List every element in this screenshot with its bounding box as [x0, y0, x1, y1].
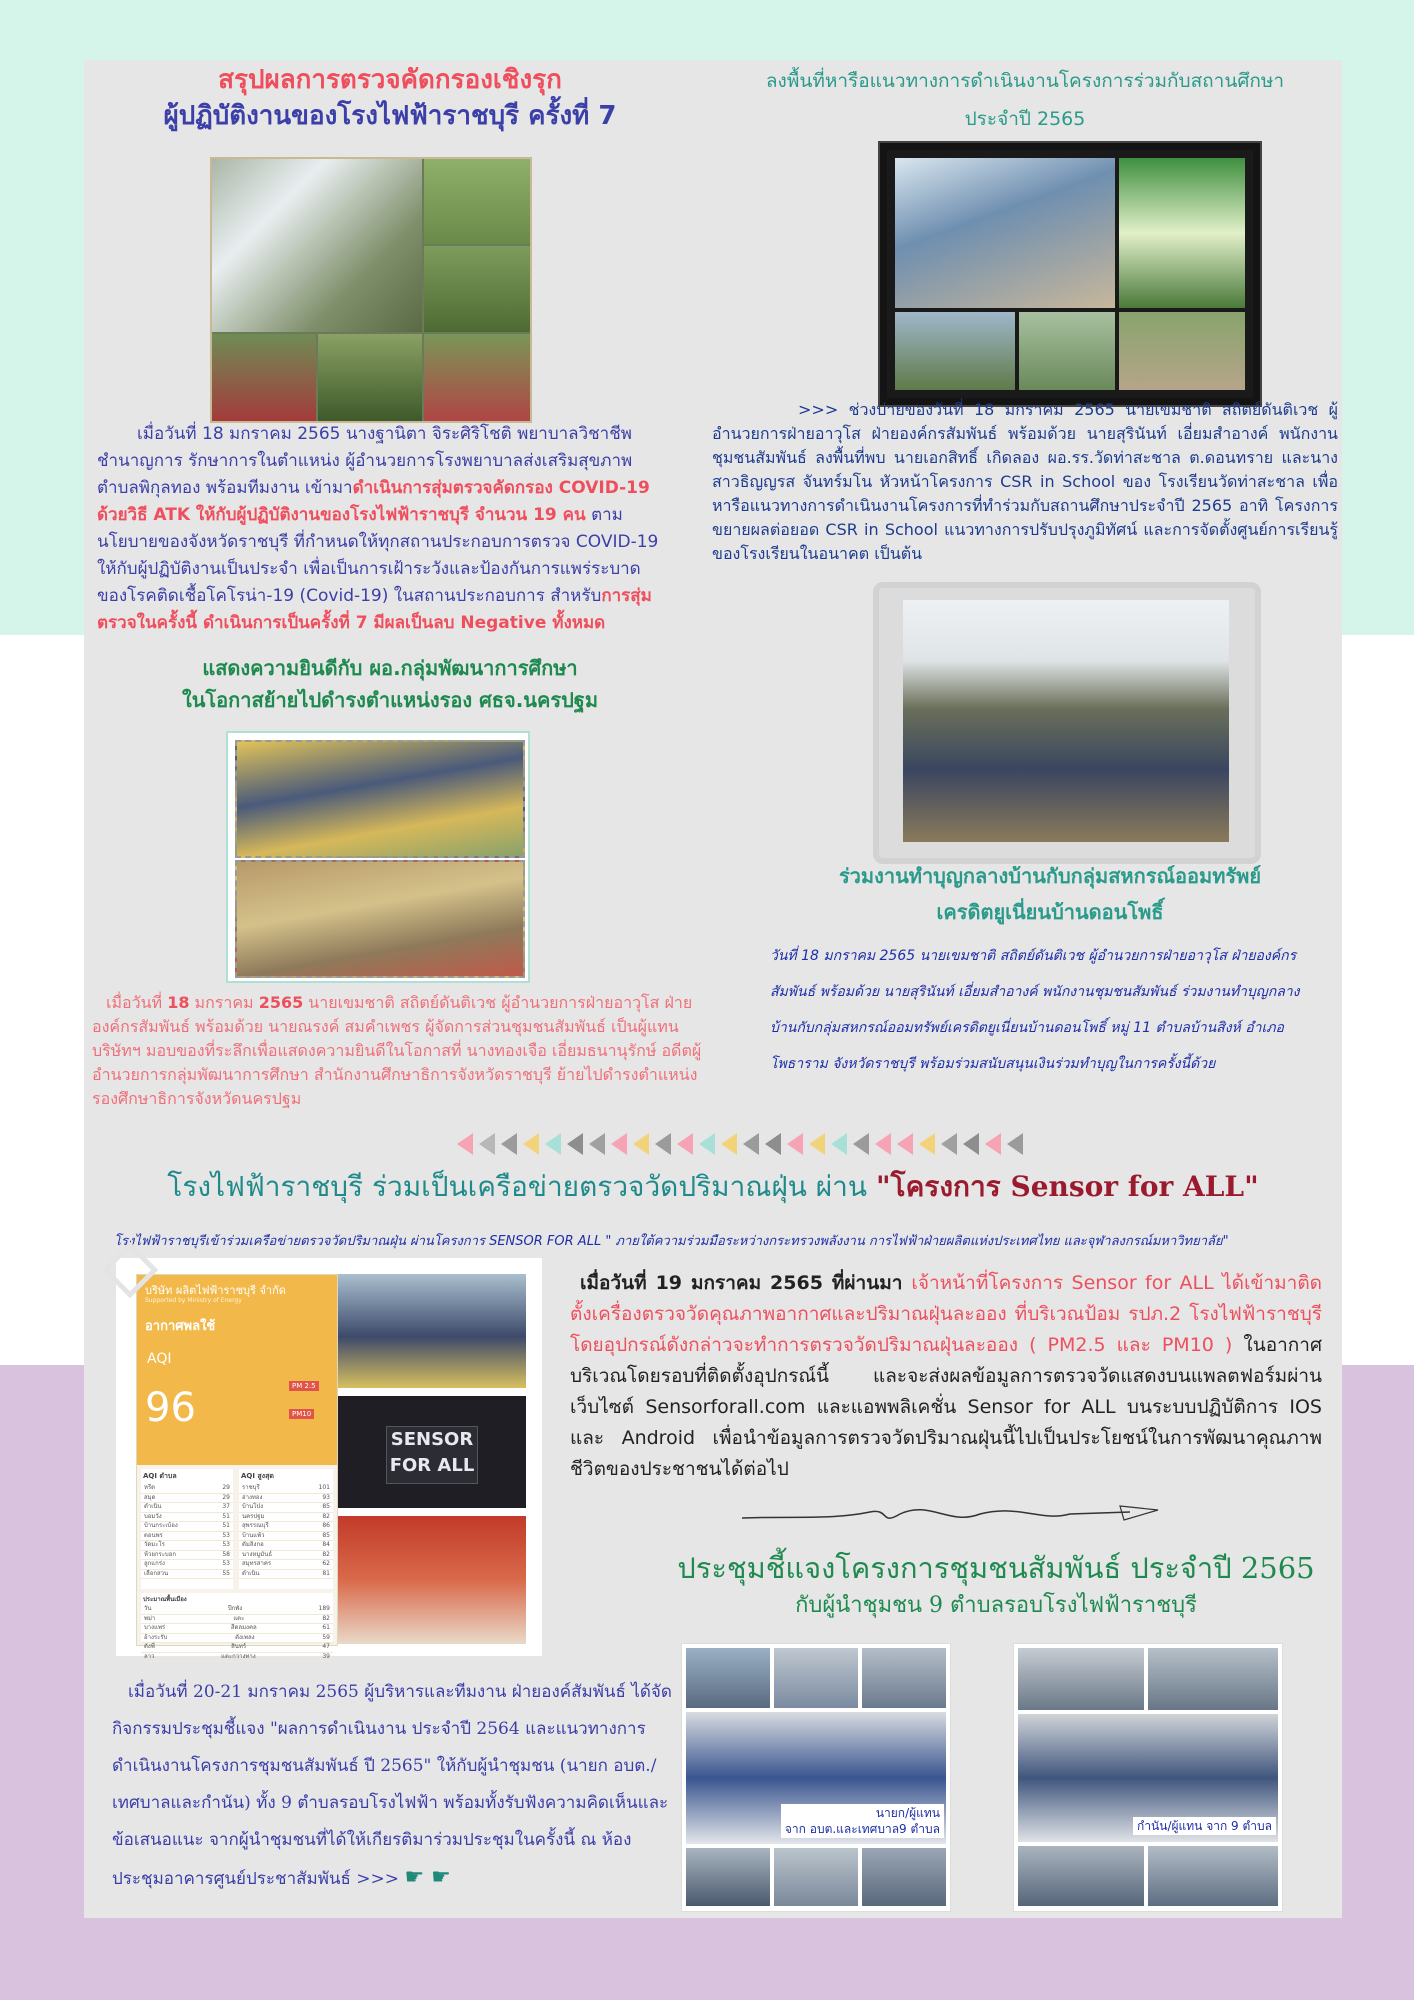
meeting-title-line1: ประชุมชี้แจงโครงการชุมชนสัมพันธ์ ประจำปี 2565 — [677, 1551, 1315, 1585]
app-list-cell: สมุด — [144, 1493, 156, 1501]
divider-triangle — [523, 1133, 539, 1155]
sensor-device-label: SENSOR FOR ALL — [386, 1426, 478, 1484]
atk-highlight-1: ดำเนินการสุ่มตรวจคัดกรอง COVID-19 ด้วยวิธี ATK ให้กับผู้ปฏิบัติงานของโรงไฟฟ้าราชบุรี จำนวน 19 คน — [97, 478, 650, 525]
congrats-photo-1 — [235, 740, 525, 858]
meeting-collage-right — [1013, 1643, 1283, 1912]
app-list-cell: วัดมะโร — [144, 1541, 165, 1548]
divider-triangle — [743, 1133, 759, 1155]
app-list-cell: 85 — [322, 1503, 330, 1510]
app-company: บริษัท ผลิตไฟฟ้าราชบุรี จำกัด — [145, 1284, 286, 1297]
app-list-cell: วัน — [144, 1605, 152, 1612]
congrats-photo-frame — [226, 731, 530, 983]
divider-triangle — [457, 1133, 473, 1155]
app-list-cell: ห้วยกระบอก — [144, 1550, 176, 1558]
app-list-row — [239, 1560, 333, 1570]
app-list-a-title: AQI ตำบล — [143, 1472, 177, 1480]
divider-triangle — [501, 1133, 517, 1155]
app-pm25-badge: PM 2.5 — [289, 1381, 319, 1391]
app-list-cell: ตังเพลง — [235, 1633, 255, 1641]
congrats-date: 18 — [167, 993, 190, 1012]
app-list-cell: สุพรรณบุรี — [242, 1522, 269, 1529]
app-list-cell: สมุทรสาคร — [242, 1560, 272, 1567]
meeting-paragraph — [112, 1674, 672, 1898]
app-list-cell: 59 — [322, 1633, 330, 1641]
divider-triangle — [787, 1133, 803, 1155]
app-list-cell: อ้างระรับ — [144, 1633, 168, 1641]
meeting-caption-left-2: จาก อบต.และเทศบาล9 ตำบล — [784, 1822, 940, 1836]
app-list-cell: ดำเนิน — [144, 1503, 162, 1510]
app-list-row — [239, 1513, 333, 1523]
divider-triangle — [633, 1133, 649, 1155]
app-list-row — [141, 1653, 333, 1663]
sensor-photo-2 — [338, 1396, 526, 1508]
app-list-row — [239, 1551, 333, 1561]
app-list-cell: 86 — [322, 1522, 330, 1529]
app-list-cell: 29 — [222, 1493, 230, 1501]
app-list-row — [239, 1541, 333, 1551]
atk-title — [100, 62, 680, 134]
meeting-title-line2: กับผู้นำชุมชน 9 ตำบลรอบโรงไฟฟ้าราชบุรี — [795, 1593, 1197, 1618]
divider-triangle — [875, 1133, 891, 1155]
congrats-year: 2565 — [258, 993, 304, 1012]
app-list-cell: สีตลมงคล — [230, 1624, 257, 1631]
app-list-cell: อ่างทอง — [242, 1493, 263, 1501]
app-footer-list — [141, 1593, 333, 1660]
app-list-cell: ปีกพัง — [227, 1605, 243, 1612]
congrats-paragraph — [92, 991, 702, 1111]
app-list-cell: บ้านกระเบ้อง — [144, 1522, 178, 1529]
divider-triangle — [677, 1133, 693, 1155]
divider-triangle — [567, 1133, 583, 1155]
app-list-cell: 82 — [322, 1512, 330, 1520]
app-pm10-badge: PM10 — [289, 1409, 314, 1419]
sensor-photo-1 — [338, 1274, 526, 1388]
atk-title-line2: ผู้ปฏิบัติงานของโรงไฟฟ้าราชบุรี ครั้งที่ 7 — [163, 101, 617, 131]
sensor-collage — [116, 1258, 542, 1660]
app-list-cell: 51 — [222, 1512, 230, 1520]
meeting-caption-left-1: นายก/ผู้แทน — [875, 1806, 940, 1820]
app-list-cell: บอมวัง — [144, 1512, 162, 1520]
signature-flourish — [740, 1500, 1160, 1528]
app-list-row — [239, 1522, 333, 1532]
app-list-cell: นครปฐม — [242, 1512, 265, 1520]
app-list-cell: 82 — [322, 1550, 330, 1558]
app-list-cell: ลาว — [144, 1652, 155, 1660]
divider-triangle — [655, 1133, 671, 1155]
app-aqi-value: 96 — [145, 1385, 196, 1431]
app-list-row — [141, 1570, 233, 1580]
divider-triangle — [985, 1133, 1001, 1155]
sensor-heading — [84, 1166, 1342, 1208]
app-list-row — [141, 1494, 233, 1504]
congrats-photo-2 — [235, 860, 525, 978]
school-photo-collage — [880, 143, 1260, 405]
divider-triangle — [941, 1133, 957, 1155]
app-list-a — [141, 1469, 233, 1589]
atk-paragraph — [97, 421, 662, 637]
app-list-cell: ลูกแกร่ง — [144, 1560, 165, 1567]
congrats-title — [100, 652, 680, 716]
congrats-body-1: เมื่อวันที่ — [106, 993, 168, 1012]
atk-body-2: ตามนโยบายของจังหวัดราชบุรี ที่กำหนดให้ทุกสถานประกอบการตรวจ COVID-19 ให้กับผู้ปฏิบัติงานเป็นประจำ เพื่อเป็นการเฝ้าระวังและป้องกันการแพร่ระบาดของโรคติดเชื้อโคโรน่า-19 (Covid-19) ในสถานประกอบการ สำหรับ — [97, 505, 659, 606]
atk-title-line1: สรุปผลการตรวจคัดกรองเชิงรุก — [218, 65, 562, 95]
app-location: อากาศพลใช้ — [145, 1319, 216, 1334]
divider-triangle — [545, 1133, 561, 1155]
app-list-cell: ดอนพร — [144, 1531, 163, 1539]
meeting-caption-right: กำนัน/ผู้แทน จาก 9 ตำบล — [1133, 1817, 1276, 1835]
app-list-cell: ดังพี่ — [144, 1643, 155, 1650]
meeting-title — [676, 1546, 1316, 1622]
app-list-row — [141, 1643, 333, 1653]
app-list-row — [239, 1532, 333, 1542]
school-paragraph: >>> ช่วงบ่ายของวันที่ 18 มกราคม 2565 นายเขมชาติ สถิตย์ดันติเวช ผู้อำนวยการฝ่ายอาวุโส ฝ่ายองค์กรสัมพันธ์ พร้อมด้วย นายสุรินันท์ เอี่ยมสำอางค์ พนักงานชุมชนสัมพันธ์ ลงพื้นที่พบ นายเอกสิทธิ์ เกิดลอง ผอ.รร.วัดท่าสะชาล ต.ดอนทราย และนางสาวธิญญรส จันทร์มโน หัวหน้าโครงการ CSR in School ของ โรงเรียนวัดท่าสะชาล เพื่อหารือแนวทางการดำเนินงานโครงการที่ทำร่วมกับสถานศึกษาประจำปี 2565 อาทิ โครงการขยายผลต่อยอด CSR in School แนวทางการปรับปรุงภูมิทัศน์ และการจัดตั้งศูนย์การเรียนรู้ของโรงเรียนในอนาคต เป็นต้น — [712, 400, 1338, 563]
app-list-row — [141, 1541, 233, 1551]
sensor-subtitle: โรงไฟฟ้าราชบุรีเข้าร่วมเครือข่ายตรวจวัดปริมาณฝุ่น ผ่านโครงการ SENSOR FOR ALL " ภายใต้ความร่วมมือระหว่างกระทรวงพลังงาน การไฟฟ้าฝ่ายผลิตแห่งประเทศไทย และจุฬาลงกรณ์มหาวิทยาลัย" — [114, 1234, 1229, 1249]
divider-triangle — [765, 1133, 781, 1155]
divider-triangle — [897, 1133, 913, 1155]
congrats-body-2: มกราคม — [189, 993, 259, 1012]
merit-title-line1: ร่วมงานทำบุญกลางบ้านกับกลุ่มสหกรณ์ออมทรัพย์ — [838, 864, 1262, 888]
app-list-row — [239, 1484, 333, 1494]
app-list-row — [141, 1532, 233, 1542]
app-list-cell: หรีด — [144, 1484, 156, 1491]
app-footer-title: ประมาณพื้นเมือง — [143, 1596, 187, 1603]
app-subline: Supported by Ministry of Energy — [145, 1297, 242, 1304]
app-list-cell: 61 — [322, 1624, 330, 1631]
app-list-row — [141, 1615, 333, 1625]
app-list-row — [141, 1522, 233, 1532]
app-list-cell: นางหมูมันธ์ — [242, 1550, 273, 1558]
congrats-body-3: นายเขมชาติ สถิตย์ดันติเวช ผู้อำนวยการฝ่ายอาวุโส ฝ่ายองค์กรสัมพันธ์ พร้อมด้วย นายณรงค์ สมคำเพชร ผู้จัดการส่วนชุมชนสัมพันธ์ เป็นผู้แทนบริษัทฯ มอบของที่ระลึกเพื่อแสดงความยินดีในโอกาสที่ นางทองเจือ เอี่ยมธนานุรักษ์ อดีตผู้อำนวยการกลุ่มพัฒนาการศึกษา สำนักงานศึกษาธิการจังหวัดราชบุรี ย้ายไปดำรงตำแหน่งรองศึกษาธิการจังหวัดนครปฐม — [92, 993, 702, 1108]
sensor-heading-b: "โครงการ Sensor for ALL" — [875, 1170, 1259, 1203]
app-list-cell: บางแพร่ — [144, 1624, 166, 1631]
app-list-cell: 85 — [322, 1531, 330, 1539]
triangle-divider — [455, 1131, 1025, 1157]
school-title-line2: ประจำปี 2565 — [964, 108, 1086, 130]
app-list-cell: 51 — [222, 1522, 230, 1529]
app-list-row — [141, 1560, 233, 1570]
app-list-row — [141, 1513, 233, 1523]
app-list-cell: ราชบุรี — [242, 1484, 260, 1491]
sensor-photo-3 — [338, 1516, 526, 1644]
school-title — [730, 62, 1320, 138]
merit-photo-frame — [873, 582, 1261, 864]
divider-triangle — [479, 1133, 495, 1155]
app-list-cell: 53 — [222, 1560, 230, 1567]
divider-triangle — [853, 1133, 869, 1155]
app-aqi-label: AQI — [147, 1351, 172, 1367]
app-list-row — [239, 1503, 333, 1513]
app-list-cell: 81 — [322, 1569, 330, 1577]
app-list-row — [141, 1484, 233, 1494]
merit-title-line2: เครดิตยูเนี่ยนบ้านดอนโพธิ์ — [936, 900, 1164, 924]
merit-title — [780, 858, 1320, 930]
app-list-row — [141, 1634, 333, 1644]
app-list-cell: แตะ — [233, 1614, 245, 1622]
merit-paragraph: วันที่ 18 มกราคม 2565 นายเขมชาติ สถิตย์ดันติเวช ผู้อำนวยการฝ่ายอาวุโส ฝ่ายองค์กรสัมพันธ์ พร้อมด้วย นายสุรินันท์ เอี่ยมสำอางค์ พนักงานชุมชนสัมพันธ์ ร่วมงานทำบุญกลางบ้านกับกลุ่มสหกรณ์ออมทรัพย์เครดิตยูเนี่ยนบ้านดอนโพธิ์ หมู่ 11 ตำบลบ้านสิงห์ อำเภอโพธาราม จังหวัดราชบุรี พร้อมร่วมสนับสนุนเงินร่วมทำบุญในการครั้งนี้ด้วย — [770, 948, 1300, 1072]
app-list-row — [239, 1570, 333, 1580]
app-list-cell: พม่า — [144, 1614, 156, 1622]
divider-triangle — [831, 1133, 847, 1155]
atk-body-1: เมื่อวันที่ 18 มกราคม 2565 นางฐานิตา จิระศิริโชติ พยาบาลวิชาชีพ ชำนาญการ รักษาการในตำแหน่ง ผู้อำนวยการโรงพยาบาลส่งเสริมสุขภาพตำบลพิกุลทอง พร้อมทีมงาน เข้ามา — [97, 424, 633, 498]
app-list-row — [141, 1503, 233, 1513]
app-list-cell: เลือกสวน — [144, 1569, 169, 1577]
app-list-cell: 47 — [322, 1643, 330, 1650]
app-list-b-title: AQI สูงสุด — [241, 1472, 274, 1480]
atk-photo-collage — [210, 157, 532, 423]
app-list-cell: 189 — [318, 1605, 330, 1612]
meeting-body: เมื่อวันที่ 20-21 มกราคม 2565 ผู้บริหารและทีมงาน ฝ่ายองค์สัมพันธ์ ได้จัดกิจกรรมประชุมชี้แจง "ผลการดำเนินงาน ประจำปี 2564 และแนวทางการดำเนินงานโครงการชุมชนสัมพันธ์ ปี 2565" ให้กับผู้นำชุมชน (นายก อบต./เทศบาลและกำนัน) ทั้ง 9 ตำบลรอบโรงไฟฟ้า พร้อมทั้งรับฟังความคิดเห็นและข้อเสนอแนะ จากผู้นำชุมชนที่ได้ให้เกียรติมาร่วมประชุมในครั้งนี้ ณ ห้องประชุมอาคารศูนย์ประชาสัมพันธ์ >>> — [112, 1682, 672, 1889]
divider-triangle — [919, 1133, 935, 1155]
app-list-cell: บ้านแพ้ว — [242, 1531, 265, 1539]
app-list-cell: 82 — [322, 1614, 330, 1622]
app-list-cell: 29 — [222, 1484, 230, 1491]
app-header — [137, 1275, 337, 1465]
app-list-cell: 93 — [322, 1493, 330, 1501]
congrats-title-line1: แสดงความยินดีกับ ผอ.กลุ่มพัฒนาการศึกษา — [202, 656, 578, 680]
app-list-cell: 101 — [318, 1484, 330, 1491]
app-list-cell: 55 — [222, 1569, 230, 1577]
app-list-cell: บ้านโป่ง — [242, 1503, 264, 1510]
app-list-cell: 53 — [222, 1541, 230, 1548]
meeting-collage-left — [681, 1643, 951, 1912]
sensor-paragraph — [570, 1268, 1322, 1485]
app-list-cell: 84 — [322, 1541, 330, 1548]
app-list-row — [141, 1605, 333, 1615]
app-list-cell: ดัมลิงกอ — [242, 1541, 264, 1548]
app-list-row — [141, 1624, 333, 1634]
divider-triangle — [611, 1133, 627, 1155]
app-list-cell: 62 — [322, 1560, 330, 1567]
congrats-title-line2: ในโอกาสย้ายไปดำรงตำแหน่งรอง ศธจ.นครปฐม — [181, 688, 599, 712]
sensor-body-2: ในอากาศบริเวณโดยรอบที่ติดตั้งอุปกรณ์นี้ และจะส่งผลข้อมูลการตรวจวัดแสดงบนแพลตฟอร์มผ่านเว็บไซต์ Sensorforall.com และแอพพลิเคชั่น Sensor for ALL บนระบบปฏิบัติการ IOS และ Android เพื่อนำข้อมูลการตรวจวัดปริมาณฝุ่นนี้ไปเป็นประโยชน์ในการพัฒนาคุณภาพชีวิตของประชาชนได้ต่อไป — [570, 1334, 1323, 1480]
divider-triangle — [699, 1133, 715, 1155]
sensor-body-1: เมื่อวันที่ 19 มกราคม 2565 ที่ผ่านมา — [580, 1272, 912, 1294]
divider-triangle — [963, 1133, 979, 1155]
app-list-b — [239, 1469, 333, 1589]
sensor-highlight: เจ้าหน้าที่โครงการ Sensor for ALL ได้เข้ามาติดตั้งเครื่องตรวจวัดคุณภาพอากาศและปริมาณฝุ่นละออง ที่บริเวณป้อม รปภ.2 โรงไฟฟ้าราชบุรี โดยอุปกรณ์ดังกล่าวจะทำการตรวจวัดปริมาณฝุ่นละออง ( PM2.5 และ PM10 ) — [570, 1272, 1322, 1356]
app-list-row — [141, 1551, 233, 1561]
divider-triangle — [1007, 1133, 1023, 1155]
divider-triangle — [721, 1133, 737, 1155]
app-list-cell: 53 — [222, 1531, 230, 1539]
meeting-caption-left — [781, 1804, 944, 1838]
sensor-app-screenshot — [136, 1274, 338, 1660]
pointing-hand-icon: ☛ ☛ — [404, 1865, 451, 1890]
app-list-row — [239, 1494, 333, 1504]
atk-highlight-2: การสุ่มตรวจในครั้งนี้ ดำเนินการเป็นครั้งที่ 7 มีผลเป็นลบ Negative ทั้งหมด — [97, 586, 652, 633]
merit-photo — [903, 600, 1229, 842]
app-list-cell: สินทร์ — [231, 1643, 247, 1650]
divider-triangle — [809, 1133, 825, 1155]
app-list-cell: 37 — [222, 1503, 230, 1510]
school-title-line1: ลงพื้นที่หารือแนวทางการดำเนินงานโครงการร่วมกับสถานศึกษา — [765, 70, 1285, 92]
app-list-cell: 39 — [322, 1652, 330, 1660]
divider-triangle — [589, 1133, 605, 1155]
app-list-cell: ดำเนิน — [242, 1569, 260, 1577]
app-list-cell: 58 — [222, 1550, 230, 1558]
app-list-cell: แตะกวางทาง — [221, 1652, 256, 1660]
sensor-heading-a: โรงไฟฟ้าราชบุรี ร่วมเป็นเครือข่ายตรวจวัดปริมาณฝุ่น ผ่าน — [167, 1170, 876, 1203]
